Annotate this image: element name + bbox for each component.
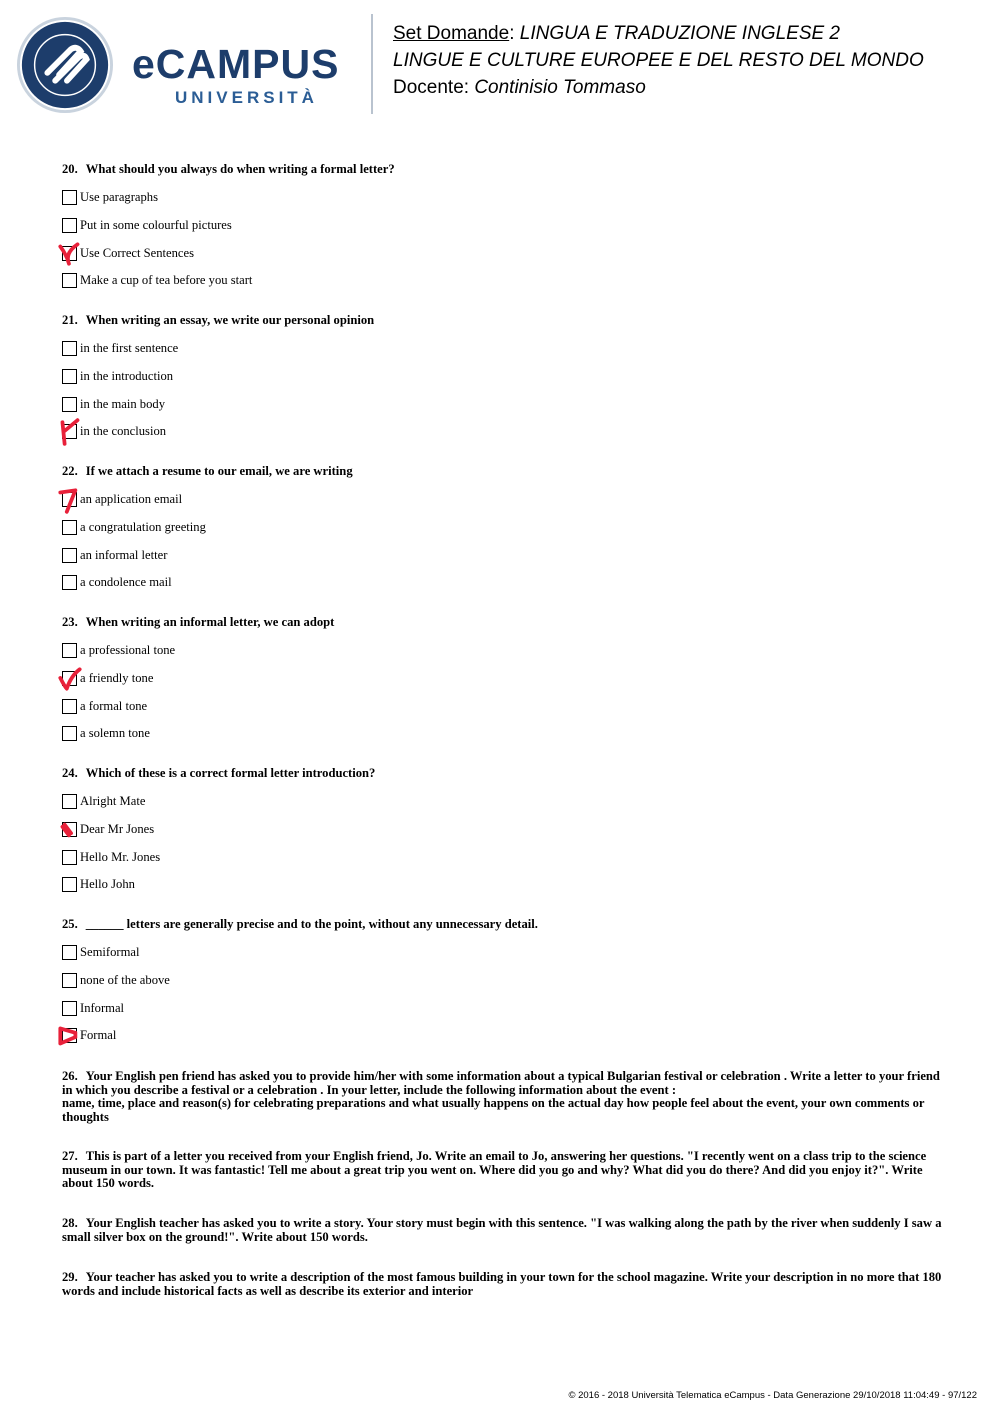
question-24 (62, 767, 375, 781)
answer-checkbox[interactable] (62, 850, 77, 865)
question-number: 26. (62, 1069, 78, 1083)
answer-option-label: a condolence mail (80, 575, 172, 589)
page-footer: © 2016 - 2018 Università Telematica eCampus - Data Generazione 29/10/2018 11:04:49 - 97/122 (568, 1390, 977, 1401)
question-details: name, time, place and reason(s) for celebrating preparations and what usually happens on the actual day how people feel about the event, your own comments or thoughts (62, 1096, 925, 1124)
answer-option-label: in the introduction (80, 369, 174, 383)
answer-option-label: Put in some colourful pictures (80, 218, 232, 232)
answer-option-label: an informal letter (80, 548, 168, 562)
course-title: LINGUA E TRADUZIONE INGLESE 2 (519, 23, 841, 44)
header-divider (371, 14, 373, 114)
question-text: Your English teacher has asked you to write a story. Your story must begin with this sentence. "I was walking along the path by the river when suddenly I saw a small silver box on the ground!". Write about 150 words. (62, 1216, 942, 1244)
answer-option-label: Formal (80, 1028, 117, 1042)
answer-checkbox[interactable] (62, 877, 77, 892)
answer-option-label: a formal tone (80, 699, 148, 713)
program-title: LINGUE E CULTURE EUROPEE E DEL RESTO DEL MONDO (393, 50, 924, 71)
question-26 (62, 1070, 942, 1124)
answer-option-label: a congratulation greeting (80, 520, 206, 534)
question-number: 20. (62, 162, 78, 176)
program-line (393, 48, 924, 74)
set-label: Set Domande (393, 23, 510, 44)
answer-option-label: none of the above (80, 973, 170, 987)
answer-checkbox[interactable] (62, 520, 77, 535)
answer-option-label: Informal (80, 1001, 125, 1015)
answer-checkbox[interactable] (62, 945, 77, 960)
question-text: This is part of a letter you received from your English friend, Jo. Write an email to Jo, answering her questions. "I recently went on a class trip to the science museum in our town. It was fantastic! Tell me about a great trip you went on. Where did you go and why? What did you do there? And did you enjoy it?". Write about 150 words. (62, 1149, 927, 1190)
page-header (0, 0, 1000, 130)
ecampus-logo: eCAMPUS UNIVERSITÀ (132, 41, 340, 107)
question-22 (62, 465, 353, 479)
question-text: When writing an essay, we write our personal opinion (85, 313, 375, 327)
answer-checkbox[interactable] (62, 794, 77, 809)
answer-option-label: Hello Mr. Jones (80, 850, 161, 864)
question-20 (62, 163, 395, 177)
question-number: 24. (62, 766, 78, 780)
answer-checkbox[interactable] (62, 190, 77, 205)
question-text: What should you always do when writing a formal letter? (85, 162, 395, 176)
question-25 (62, 918, 538, 932)
teacher-line (393, 75, 646, 101)
question-number: 25. (62, 917, 78, 931)
question-text: When writing an informal letter, we can adopt (85, 615, 335, 629)
answer-checkbox[interactable] (62, 548, 77, 563)
answer-checkbox[interactable] (62, 341, 77, 356)
question-28 (62, 1217, 942, 1244)
answer-checkbox[interactable] (62, 726, 77, 741)
question-27 (62, 1150, 942, 1191)
answer-checkbox[interactable] (62, 397, 77, 412)
question-text: Your teacher has asked you to write a description of the most famous building in your town for the school magazine. Write your description in no more that 180 words and include historical facts as well as describe its exterior and interior (62, 1270, 942, 1298)
answer-option-label: in the conclusion (80, 424, 167, 438)
answer-checkbox[interactable] (62, 973, 77, 988)
answer-option-label: in the first sentence (80, 341, 179, 355)
question-number: 21. (62, 313, 78, 327)
answer-option-label: Semiformal (80, 945, 140, 959)
teacher-name: Continisio Tommaso (474, 77, 646, 98)
question-21 (62, 314, 374, 328)
answer-option-label: a professional tone (80, 643, 176, 657)
answer-checkbox[interactable] (62, 273, 77, 288)
answer-checkbox[interactable] (62, 643, 77, 658)
question-text: Which of these is a correct formal letter introduction? (85, 766, 376, 780)
answer-option-label: Dear Mr Jones (80, 822, 155, 836)
answer-checkbox[interactable] (62, 369, 77, 384)
answer-checkbox[interactable] (62, 1001, 77, 1016)
question-text: If we attach a resume to our email, we are writing (85, 464, 353, 478)
question-number: 28. (62, 1216, 78, 1230)
set-title-line: Set Domande: LINGUA E TRADUZIONE INGLESE 2 (393, 23, 841, 44)
answer-option-label: Hello John (80, 877, 135, 891)
question-number: 22. (62, 464, 78, 478)
answer-option-label: Use Correct Sentences (80, 246, 195, 260)
university-seal-logo (16, 16, 114, 114)
question-number: 29. (62, 1270, 78, 1284)
question-29 (62, 1271, 942, 1298)
question-number: 27. (62, 1149, 78, 1163)
answer-option-label: Alright Mate (80, 794, 146, 808)
question-number: 23. (62, 615, 78, 629)
question-text: ______ letters are generally precise and to the point, without any unnecessary detail. (85, 917, 538, 931)
answer-option-label: in the main body (80, 397, 165, 411)
answer-checkbox[interactable] (62, 699, 77, 714)
answer-option-label: an application email (80, 492, 183, 506)
answer-option-label: Use paragraphs (80, 190, 158, 204)
question-23 (62, 616, 334, 630)
answer-checkbox[interactable] (62, 218, 77, 233)
answer-checkbox[interactable] (62, 575, 77, 590)
answer-option-label: Make a cup of tea before you start (80, 273, 253, 287)
answer-option-label: a solemn tone (80, 726, 150, 740)
question-text: Your English pen friend has asked you to provide him/her with some information about a typical Bulgarian festival or celebration . Write a letter to your friend in which you describe a festival or a celebration . In your letter, include the following information about the event : (62, 1069, 940, 1097)
teacher-label: Docente: (393, 77, 475, 98)
answer-option-label: a friendly tone (80, 671, 154, 685)
